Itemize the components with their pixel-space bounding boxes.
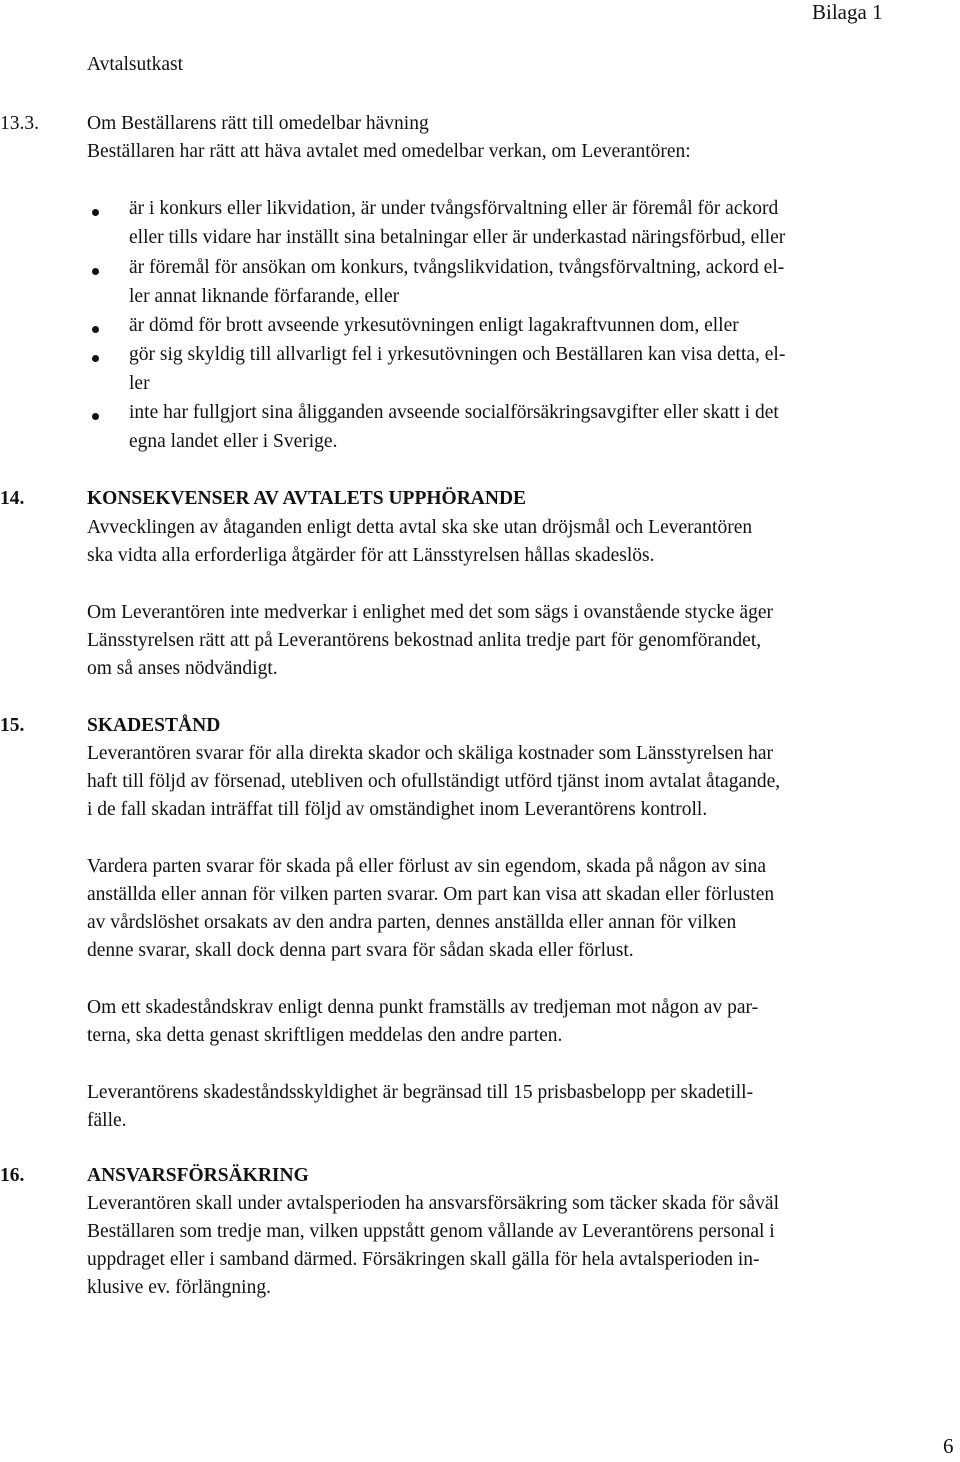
paragraph-line: anställda eller annan för vilken parten svarar. Om part kan visa att skadan eller förlusten (87, 884, 775, 905)
section-number: 16. (0, 1165, 25, 1186)
bullet-line: eller tills vidare har inställt sina betalningar eller är underkastad näringsförbud, eller (129, 227, 786, 248)
bullet-icon (92, 413, 99, 420)
paragraph-line: Länsstyrelsen rätt att på Leverantörens bekostnad anlita tredje part för genomförandet, (87, 630, 762, 651)
paragraph-line: klusive ev. förlängning. (87, 1277, 271, 1298)
paragraph-line: denne svarar, skall dock denna part svara för sådan skada eller förlust. (87, 940, 634, 961)
bullet-line: ler annat liknande förfarande, eller (129, 286, 400, 307)
paragraph-line: Beställaren har rätt att häva avtalet med omedelbar verkan, om Leverantören: (87, 141, 691, 162)
section-number: 13.3. (0, 113, 39, 134)
bullet-line: gör sig skyldig till allvarligt fel i yrkesutövningen och Beställaren kan visa detta, el- (129, 344, 786, 365)
bullet-icon (92, 268, 99, 275)
section-number: 14. (0, 488, 25, 509)
paragraph-line: haft till följd av försenad, utebliven och ofullständigt utförd tjänst inom avtalat åtagande, (87, 771, 781, 792)
section-heading: KONSEKVENSER AV AVTALETS UPPHÖRANDE (87, 488, 527, 509)
section-heading: SKADESTÅND (87, 715, 221, 736)
paragraph-line: Om ett skadeståndskrav enligt denna punkt framställs av tredjeman mot någon av par- (87, 997, 759, 1018)
paragraph-line: i de fall skadan inträffat till följd av omständighet inom Leverantörens kontroll. (87, 799, 708, 820)
appendix-label: Bilaga 1 (812, 0, 883, 24)
paragraph-line: om så anses nödvändigt. (87, 658, 278, 679)
paragraph-line: fälle. (87, 1110, 127, 1131)
paragraph-line: Avvecklingen av åtaganden enligt detta avtal ska ske utan dröjsmål och Leverantören (87, 517, 753, 538)
bullet-icon (92, 355, 99, 362)
section-number: 15. (0, 715, 25, 736)
bullet-line: är dömd för brott avseende yrkesutövningen enligt lagakraftvunnen dom, eller (129, 315, 739, 336)
section-title: Om Beställarens rätt till omedelbar hävning (87, 113, 429, 134)
bullet-line: ler (129, 373, 150, 394)
paragraph-line: Om Leverantören inte medverkar i enlighet med det som sägs i ovanstående stycke äger (87, 602, 774, 623)
paragraph-line: Leverantören skall under avtalsperioden ha ansvarsförsäkring som täcker skada för såväl (87, 1193, 779, 1214)
bullet-line: egna landet eller i Sverige. (129, 431, 338, 452)
section-heading: ANSVARSFÖRSÄKRING (87, 1165, 309, 1186)
bullet-line: är i konkurs eller likvidation, är under tvångsförvaltning eller är föremål för ackord (129, 198, 779, 219)
draft-label: Avtalsutkast (87, 54, 184, 75)
paragraph-line: uppdraget eller i samband därmed. Försäkringen skall gälla för hela avtalsperioden in- (87, 1249, 760, 1270)
paragraph-line: ska vidta alla erforderliga åtgärder för att Länsstyrelsen hållas skadeslös. (87, 545, 655, 566)
paragraph-line: av vårdslöshet orsakats av den andra parten, dennes anställda eller annan för vilken (87, 912, 737, 933)
paragraph-line: terna, ska detta genast skriftligen meddelas den andre parten. (87, 1025, 563, 1046)
paragraph-line: Leverantören svarar för alla direkta skador och skäliga kostnader som Länsstyrelsen har (87, 743, 774, 764)
paragraph-line: Beställaren som tredje man, vilken uppstått genom vållande av Leverantörens personal i (87, 1221, 775, 1242)
page-number: 6 (943, 1434, 954, 1458)
paragraph-line: Leverantörens skadeståndsskyldighet är begränsad till 15 prisbasbelopp per skadetill- (87, 1082, 754, 1103)
bullet-line: inte har fullgjort sina åligganden avseende socialförsäkringsavgifter eller skatt i det (129, 402, 779, 423)
bullet-icon (92, 326, 99, 333)
bullet-line: är föremål för ansökan om konkurs, tvångslikvidation, tvångsförvaltning, ackord el- (129, 257, 785, 278)
paragraph-line: Vardera parten svarar för skada på eller förlust av sin egendom, skada på någon av sina (87, 856, 766, 877)
bullet-icon (92, 209, 99, 216)
